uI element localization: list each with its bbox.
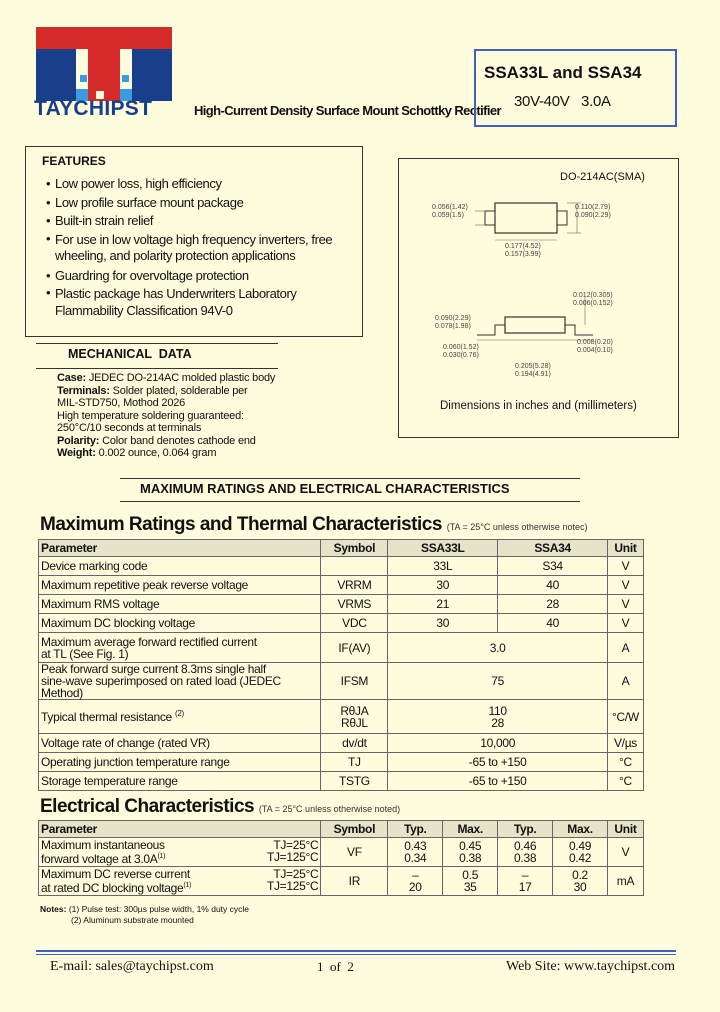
table-row: Operating junction temperature range TJ -65 to +150 °C: [39, 753, 644, 772]
table-row: Maximum DC blocking voltage VDC 30 40 V: [39, 614, 644, 633]
list-item: • Low profile surface mount package: [46, 194, 244, 210]
part-name: SSA33L and SSA34: [484, 63, 642, 82]
section-heading: MAXIMUM RATINGS AND ELECTRICAL CHARACTERISTICS: [140, 481, 510, 496]
electrical-title: Electrical Characteristics (TA = 25°C unless otherwise noted): [40, 796, 401, 817]
table-row: TJ=25°C Maximum DC reverse current TJ=125°C at rated DC blocking voltage$^{(1)}$ IR – 20 0.5 35 – 17 0.2 30 mA: [39, 867, 644, 896]
table-header-row: Parameter Symbol Typ. Max. Typ. Max. Unit: [39, 821, 644, 838]
dim-d15: 0.205(5.28): [515, 363, 551, 370]
dim-d6: 0.157(3.99): [505, 251, 541, 258]
footer-rule-thin: [36, 954, 676, 955]
page-number: 1 of 2: [317, 959, 354, 974]
dim-d12: 0.030(0.76): [443, 352, 479, 359]
dim-d5: 0.177(4.52): [505, 243, 541, 250]
electrical-table: [38, 820, 644, 896]
mechanical-title: MECHANICAL DATA: [68, 347, 192, 361]
dim-d8: 0.006(0.152): [573, 300, 613, 307]
features-title: FEATURES: [42, 154, 106, 168]
table-row: Typical thermal resistance $^{(2)}$ RθJA RθJL 110 28 °C/W: [39, 700, 644, 734]
table-row: Peak forward surge current 8.3ms single half sine-wave superimposed on rated load (JEDEC Method) IFSM 75 A: [39, 663, 644, 700]
dim-d13: 0.008(0.20): [577, 339, 613, 346]
max-ratings-table: [38, 539, 644, 791]
dim-d1: 0.056(1.42): [432, 204, 468, 211]
mechanical-data: Case: JEDEC DO-214AC molded plastic body Terminals: Solder plated, solderable per MIL-STD750, Mothod 2026 High temperature soldering guaranteed: 250°C/10 seconds at terminals Polarity: Color band denotes cathode end Weight: 0.002 ounce, 0.064 gram: [57, 372, 276, 459]
package-caption: Dimensions in inches and (millimeters): [440, 400, 637, 412]
footer-email[interactable]: E-mail: sales@taychipst.com: [50, 959, 214, 974]
notes: Notes: (1) Pulse test: 300µs pulse width, 1% duty cycle (2) Aluminum substrate mounted: [40, 904, 250, 925]
dim-d10: 0.078(1.98): [435, 323, 471, 330]
dim-d9: 0.090(2.29): [435, 315, 471, 322]
table-header-row: Parameter Symbol SSA33L SSA34 Unit: [39, 540, 644, 557]
brand-name: TAYCHIPST: [34, 97, 153, 120]
list-item: • Guardring for overvoltage protection: [46, 267, 249, 283]
package-title: DO-214AC(SMA): [560, 171, 645, 183]
part-box: [474, 49, 677, 127]
max-ratings-title: Maximum Ratings and Thermal Characteristics (TA = 25°C unless otherwise notec): [40, 514, 588, 535]
dim-d2: 0.059(1.5): [432, 212, 464, 219]
table-row: Maximum average forward rectified current at TL (See Fig. 1) IF(AV) 3.0 A: [39, 633, 644, 663]
table-row: Maximum RMS voltage VRMS 21 28 V: [39, 595, 644, 614]
package-dimension-drawing: [405, 185, 673, 395]
dim-d4: 0.090(2.29): [575, 212, 611, 219]
footer-rule: [36, 950, 676, 952]
dim-d11: 0.060(1.52): [443, 344, 479, 351]
max-ratings-note: (TA = 25°C unless otherwise notec): [446, 522, 588, 532]
table-row: Device marking code 33L S34 V: [39, 557, 644, 576]
features-list: [46, 175, 346, 319]
dim-d16: 0.194(4.91): [515, 371, 551, 378]
list-item: • Low power loss, high efficiency: [46, 176, 222, 191]
table-row: Maximum repetitive peak reverse voltage VRRM 30 40 V: [39, 576, 644, 595]
electrical-note: (TA = 25°C unless otherwise noted): [258, 804, 401, 814]
list-item: • Built-in strain relief: [46, 213, 154, 228]
footer-website[interactable]: Web Site: www.taychipst.com: [506, 959, 676, 974]
table-row: TJ=25°C Maximum instantaneous TJ=125°C forward voltage at $3.0A^{(1)}$ VF 0.43 0.34 0.45 0.38 0.46 0.38 0.49 0.42 V: [39, 838, 644, 867]
dim-d7: 0.012(0.305): [573, 292, 613, 299]
list-item: • Plastic package has Underwriters Laboratory Flammability Classification 94V-0: [46, 285, 297, 318]
part-spec: 30V-40V 3.0A: [514, 93, 611, 110]
dim-d14: 0.004(0.10): [577, 347, 613, 354]
dim-d3: 0.110(2.79): [575, 204, 611, 211]
table-row: Storage temperature range TSTG -65 to +150 °C: [39, 772, 644, 791]
list-item: • For use in low voltage high frequency inverters, free wheeling, and polarity protection applications: [46, 230, 333, 263]
table-row: Voltage rate of change (rated VR) dv/dt 10,000 V/µs: [39, 734, 644, 753]
document-subtitle: High-Current Density Surface Mount Schottky Rectifier: [194, 103, 501, 118]
